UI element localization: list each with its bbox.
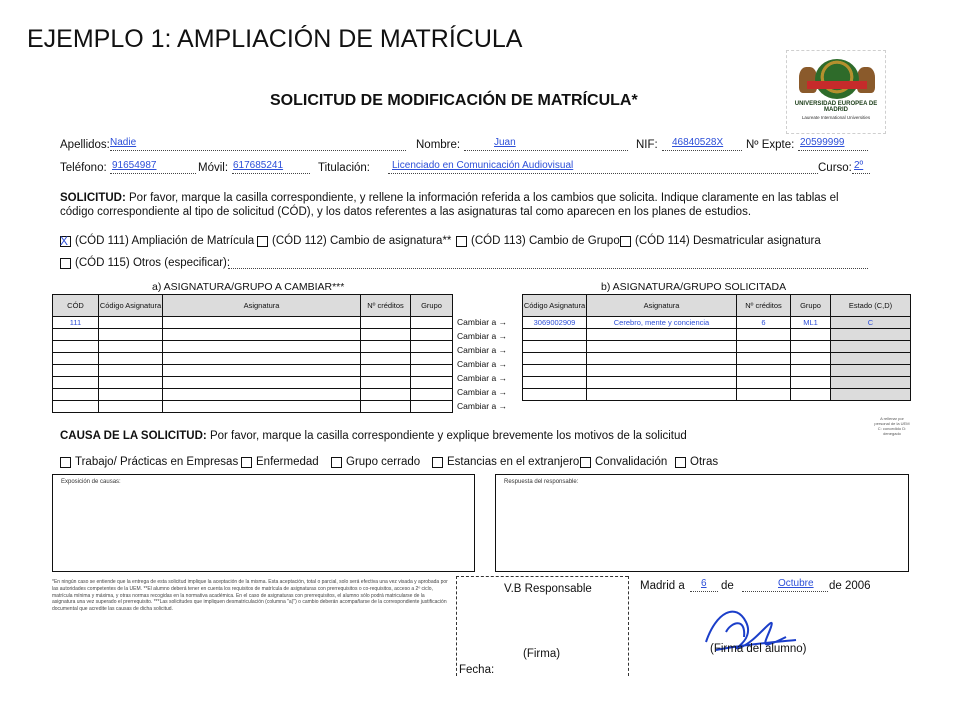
causa-option-trabajo: Trabajo/ Prácticas en Empresas — [75, 456, 239, 468]
date-city: Madrid a — [640, 580, 685, 592]
table-b-codigo-cell[interactable]: 3069002909 — [523, 317, 587, 329]
table-b-title: b) ASIGNATURA/GRUPO SOLICITADA — [601, 281, 787, 293]
table-a-cell[interactable] — [53, 377, 99, 389]
estado-note: A rellenar por personal de la UEM C: concedido D: denegado — [874, 416, 910, 436]
table-b-estado-cell — [831, 377, 911, 389]
table-a-cell[interactable] — [163, 377, 361, 389]
table-a-header: Grupo — [411, 295, 453, 317]
apellidos-line — [110, 140, 406, 151]
table-b-estado-cell — [831, 353, 911, 365]
cambiar-label: Cambiar a → — [457, 317, 508, 327]
table-a-cell[interactable] — [361, 341, 411, 353]
option-cod112: (CÓD 112) Cambio de asignatura** — [272, 235, 452, 247]
movil-field[interactable]: 617685241 — [233, 160, 284, 171]
table-a-cell[interactable] — [361, 389, 411, 401]
table-b-cell[interactable] — [523, 389, 587, 401]
checkbox-cod113[interactable] — [456, 236, 467, 247]
logo-tagline: Laureate International Universities — [801, 115, 871, 120]
nombre-label: Nombre: — [416, 139, 461, 151]
table-a-cell[interactable] — [99, 365, 163, 377]
curso-field[interactable]: 2º — [854, 160, 864, 171]
table-a-header: CÓD — [53, 295, 99, 317]
table-b-cell[interactable] — [523, 341, 587, 353]
table-a-cell[interactable] — [411, 401, 453, 413]
otros-line[interactable] — [228, 258, 868, 269]
table-b-header: Estado (C,D) — [831, 295, 911, 317]
vb-firma: (Firma) — [523, 648, 561, 660]
table-a-header: Código Asignatura — [99, 295, 163, 317]
causa-text: Por favor, marque la casilla correspondiente y explique brevemente los motivos de la solicitud — [209, 430, 687, 442]
table-b-grupo-cell[interactable]: ML1 — [791, 317, 831, 329]
table-a-cell[interactable] — [361, 353, 411, 365]
table-a-cell[interactable] — [99, 317, 163, 329]
table-b-cell[interactable] — [737, 377, 791, 389]
banner-icon — [807, 81, 867, 89]
date-de1: de — [721, 580, 734, 592]
option-cod115: (CÓD 115) Otros (especificar): — [75, 257, 231, 269]
table-b-cell[interactable] — [737, 341, 791, 353]
table-a-cell[interactable] — [99, 353, 163, 365]
solicitud-paragraph — [60, 191, 872, 219]
student-signature-label: (Firma del alumno) — [710, 643, 807, 655]
table-b-cell[interactable] — [791, 377, 831, 389]
vb-title: V.B Responsable — [504, 583, 592, 595]
table-a-cell[interactable] — [53, 353, 99, 365]
table-a-cell[interactable] — [99, 377, 163, 389]
table-a-cell[interactable] — [99, 401, 163, 413]
table-b-cell[interactable] — [587, 365, 737, 377]
cambiar-label: Cambiar a → — [457, 387, 508, 397]
table-a-cell[interactable] — [411, 365, 453, 377]
table-a-cell[interactable] — [361, 365, 411, 377]
table-b-cell[interactable] — [587, 353, 737, 365]
cambiar-label: Cambiar a → — [457, 345, 508, 355]
nombre-line — [464, 140, 628, 151]
table-b-cell[interactable] — [587, 389, 737, 401]
table-a — [52, 294, 453, 413]
table-b-cell[interactable] — [587, 329, 737, 341]
option-cod114: (CÓD 114) Desmatricular asignatura — [635, 235, 821, 247]
table-b-cell[interactable] — [737, 365, 791, 377]
table-a-cell[interactable] — [411, 353, 453, 365]
table-b-header: Nº créditos — [737, 295, 791, 317]
table-a-cell[interactable] — [163, 389, 361, 401]
table-a-cell[interactable] — [163, 401, 361, 413]
table-a-cell[interactable] — [361, 317, 411, 329]
date-day-field[interactable]: 6 — [701, 578, 707, 589]
table-a-cell[interactable] — [53, 365, 99, 377]
date-de2: de 2006 — [829, 580, 871, 592]
checkbox-cod112[interactable] — [257, 236, 268, 247]
cambiar-label: Cambiar a → — [457, 373, 508, 383]
option-cod113: (CÓD 113) Cambio de Grupo — [471, 235, 620, 247]
table-a-cell[interactable] — [411, 389, 453, 401]
table-b-cell[interactable] — [791, 329, 831, 341]
causa-option-grupo-cerrado: Grupo cerrado — [346, 456, 421, 468]
table-b-cell[interactable] — [737, 389, 791, 401]
cambiar-label: Cambiar a → — [457, 331, 508, 341]
lion-right-icon — [857, 67, 875, 93]
vb-fecha: Fecha: — [459, 664, 495, 676]
table-b-estado-cell — [831, 341, 911, 353]
table-b-estado-cell — [831, 329, 911, 341]
table-a-cell[interactable] — [163, 341, 361, 353]
table-b-cell[interactable] — [523, 329, 587, 341]
apellidos-label: Apellidos: — [60, 139, 110, 151]
table-b-cell[interactable] — [791, 341, 831, 353]
table-a-cod-cell[interactable]: 111 — [53, 317, 99, 329]
table-a-cell[interactable] — [163, 353, 361, 365]
table-b-asignatura-cell[interactable]: Cerebro, mente y conciencia — [587, 317, 737, 329]
table-a-cell[interactable] — [411, 329, 453, 341]
date-month-field[interactable]: Octubre — [778, 578, 814, 589]
table-b-cell[interactable] — [791, 365, 831, 377]
table-a-cell[interactable] — [361, 401, 411, 413]
expte-field[interactable]: 20599999 — [800, 137, 845, 148]
table-b-cell[interactable] — [523, 365, 587, 377]
table-b-cell[interactable] — [523, 377, 587, 389]
table-a-cell[interactable] — [163, 329, 361, 341]
checkbox-estancias[interactable] — [432, 457, 443, 468]
causa-option-estancias: Estancias en el extranjero — [447, 456, 580, 468]
solicitud-text: Por favor, marque la casilla correspondiente, y rellene la información referida a los cambios que solicita. Indique claramente en las tablas el código correspondiente al tipo de solicitud (CÓD), y los datos referentes a las asignaturas tal como aparecen en los planes de estudios. — [60, 192, 839, 218]
table-a-cell[interactable] — [53, 341, 99, 353]
exposicion-label: Exposición de causas: — [61, 479, 121, 485]
table-a-cell[interactable] — [411, 377, 453, 389]
checkbox-otras[interactable] — [675, 457, 686, 468]
table-b-header: Asignatura — [587, 295, 737, 317]
table-b-estado-cell — [831, 365, 911, 377]
causa-heading: CAUSA DE LA SOLICITUD: — [60, 430, 207, 442]
checkbox-trabajo[interactable] — [60, 457, 71, 468]
vb-box-left — [456, 576, 457, 676]
table-a-cell[interactable] — [411, 341, 453, 353]
causa-option-enfermedad: Enfermedad — [256, 456, 319, 468]
nif-field[interactable]: 46840528X — [672, 137, 724, 148]
table-a-cell[interactable] — [99, 389, 163, 401]
telefono-label: Teléfono: — [60, 162, 107, 174]
table-a-cell[interactable] — [53, 329, 99, 341]
apellidos-field[interactable]: Nadie — [110, 137, 137, 148]
table-a-header: Nº créditos — [361, 295, 411, 317]
respuesta-label: Respuesta del responsable: — [504, 479, 579, 485]
checkbox-cod111-mark: X — [60, 234, 69, 248]
telefono-field[interactable]: 91654987 — [112, 160, 157, 171]
table-b — [522, 294, 911, 401]
table-b-creditos-cell[interactable]: 6 — [737, 317, 791, 329]
table-a-cell[interactable] — [361, 377, 411, 389]
university-logo — [786, 50, 886, 134]
titulacion-field[interactable]: Licenciado en Comunicación Audiovisual — [392, 160, 574, 171]
table-b-cell[interactable] — [791, 353, 831, 365]
expte-label: Nº Expte: — [746, 139, 795, 151]
footnotes: *En ningún caso se entiende que la entrega de esta solicitud implique la aceptación de la misma. Esta aceptación, total o parcial, solo será efectiva una vez visada y aprobada por las autoridades competentes de la UEM. **El alumno deberá tener en cuenta los requisitos de matrícula de asignaturas con prerrequisitos o co-requisitos, acceso a 2º ciclo, matrícula mínima y máxima, y otras normas recogidas en la normativa académica. En el caso de asignaturas con prerrequisitos, el alumno sólo podrá matricularse de la asignatura una vez superado el prerrequisito. ***Las solicitudes que impliquen desmatriculación (columna "a)") o cambio deberán acompañarse de la correspondiente justificación documental que acredite las causas de dicha solicitud. — [52, 579, 448, 613]
movil-label: Móvil: — [198, 162, 229, 174]
logo-name: UNIVERSIDAD EUROPEA DE MADRID — [794, 101, 878, 113]
table-a-header: Asignatura — [163, 295, 361, 317]
table-a-cell[interactable] — [163, 317, 361, 329]
table-b-cell[interactable] — [523, 353, 587, 365]
curso-label: Curso: — [818, 162, 852, 174]
nombre-field[interactable]: Juan — [494, 137, 516, 148]
table-b-cell[interactable] — [737, 353, 791, 365]
titulacion-label: Titulación: — [318, 162, 370, 174]
nif-label: NIF: — [636, 139, 658, 151]
table-a-cell[interactable] — [53, 401, 99, 413]
table-a-cell[interactable] — [99, 329, 163, 341]
table-b-cell[interactable] — [791, 389, 831, 401]
exposicion-box[interactable] — [52, 474, 475, 572]
solicitud-heading: SOLICITUD: — [60, 192, 126, 204]
table-b-header: Grupo — [791, 295, 831, 317]
table-a-cell[interactable] — [99, 341, 163, 353]
table-b-cell[interactable] — [587, 377, 737, 389]
cambiar-label: Cambiar a → — [457, 401, 508, 411]
emblem-icon — [815, 59, 859, 99]
slide-title: EJEMPLO 1: AMPLIACIÓN DE MATRÍCULA — [27, 25, 523, 53]
table-b-header: Código Asignatura — [523, 295, 587, 317]
respuesta-box[interactable] — [495, 474, 909, 572]
table-a-cell[interactable] — [53, 389, 99, 401]
table-b-estado-cell[interactable]: C — [831, 317, 911, 329]
table-b-estado-cell — [831, 389, 911, 401]
vb-box-right — [628, 576, 629, 676]
table-a-cell[interactable] — [163, 365, 361, 377]
cambiar-label: Cambiar a → — [457, 359, 508, 369]
vb-box-top — [456, 576, 628, 577]
causa-paragraph — [60, 429, 880, 443]
checkbox-enfermedad[interactable] — [241, 457, 252, 468]
checkbox-grupo-cerrado[interactable] — [331, 457, 342, 468]
checkbox-convalidacion[interactable] — [580, 457, 591, 468]
checkbox-cod115[interactable] — [60, 258, 71, 269]
table-a-cell[interactable] — [411, 317, 453, 329]
causa-option-convalidacion: Convalidación — [595, 456, 668, 468]
table-b-cell[interactable] — [737, 329, 791, 341]
form-title: SOLICITUD DE MODIFICACIÓN DE MATRÍCULA* — [270, 92, 638, 109]
table-a-cell[interactable] — [361, 329, 411, 341]
causa-option-otras: Otras — [690, 456, 719, 468]
option-cod111: (CÓD 111) Ampliación de Matrícula — [75, 235, 255, 247]
table-a-title: a) ASIGNATURA/GRUPO A CAMBIAR*** — [152, 281, 345, 293]
table-b-cell[interactable] — [587, 341, 737, 353]
checkbox-cod114[interactable] — [620, 236, 631, 247]
